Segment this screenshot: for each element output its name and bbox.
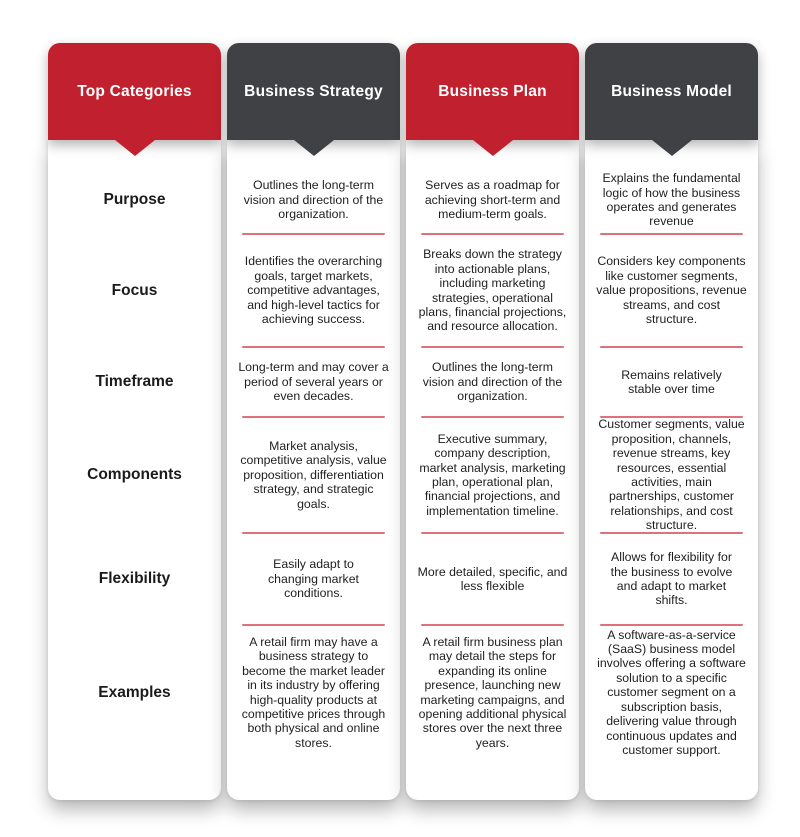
cell-strategy-timeframe — [227, 347, 400, 417]
cell-text: Long-term and may cover a period of several years or even decades. — [238, 360, 389, 404]
row-label-text: Timeframe — [95, 373, 174, 390]
cell-model-flexibility — [585, 533, 758, 625]
cell-text: Executive summary, company description, market analysis, marketing plan, operational plan, financial projections, and implementation timeline. — [419, 431, 566, 518]
column-header-business-model — [585, 43, 758, 140]
cell-text: Breaks down the strategy into actionable plans, including marketing strategies, operational plans, financial projections, and resource allocation. — [418, 247, 567, 334]
cell-model-focus — [585, 234, 758, 347]
cell-text: Allows for flexibility for the business to evolve and adapt to market shifts. — [610, 550, 733, 608]
comparison-table — [48, 43, 758, 800]
cell-text: Considers key components like customer segments, value propositions, revenue streams, and cost structure. — [596, 254, 747, 327]
header-pointer-icon — [294, 140, 334, 156]
header-pointer-icon — [115, 140, 155, 156]
column-business-model — [585, 43, 758, 800]
column-title: Business Strategy — [244, 82, 383, 100]
row-label-timeframe — [48, 347, 221, 417]
header-pointer-icon — [652, 140, 692, 156]
column-title: Business Model — [611, 82, 732, 100]
cell-text: Identifies the overarching goals, target markets, competitive advantages, and high-level tactics for achieving success. — [244, 254, 383, 327]
column-title: Top Categories — [77, 82, 192, 100]
column-top-categories — [48, 43, 221, 800]
cell-strategy-components — [227, 417, 400, 533]
row-label-text: Purpose — [103, 191, 166, 208]
cell-plan-examples — [406, 625, 579, 800]
cell-plan-flexibility — [406, 533, 579, 625]
cell-plan-components — [406, 417, 579, 533]
row-label-examples — [48, 625, 221, 800]
cell-strategy-focus — [227, 234, 400, 347]
column-body-business-strategy — [227, 140, 400, 800]
cell-plan-timeframe — [406, 347, 579, 417]
row-label-flexibility — [48, 533, 221, 625]
cell-text: Customer segments, value proposition, channels, revenue streams, key resources, essential activities, main partnerships, customer relationships, and cost structure. — [598, 417, 745, 533]
column-title: Business Plan — [438, 82, 547, 100]
cell-model-components — [585, 417, 758, 533]
row-label-components — [48, 417, 221, 533]
column-header-business-strategy — [227, 43, 400, 140]
cell-text: More detailed, specific, and less flexible — [417, 564, 568, 593]
column-header-top-categories — [48, 43, 221, 140]
cell-text: Explains the fundamental logic of how the business operates and generates revenue — [602, 171, 741, 229]
row-label-text: Flexibility — [98, 570, 171, 587]
row-label-focus — [48, 234, 221, 347]
cell-text: A retail firm business plan may detail the steps for expanding its online presence, launching new marketing campaigns, and opening additional physical stores over the next three years. — [418, 634, 567, 750]
column-header-business-plan — [406, 43, 579, 140]
cell-text: Market analysis, competitive analysis, value proposition, differentiation strategy, and strategic goals. — [240, 438, 387, 511]
cell-strategy-examples — [227, 625, 400, 800]
cell-text: Easily adapt to changing market conditions. — [268, 557, 359, 601]
cell-model-timeframe — [585, 347, 758, 417]
cell-model-examples — [585, 625, 758, 800]
row-label-text: Examples — [98, 683, 171, 701]
cell-plan-focus — [406, 234, 579, 347]
row-label-text: Focus — [111, 281, 158, 299]
cell-text: Remains relatively stable over time — [621, 367, 722, 396]
column-business-plan — [406, 43, 579, 800]
cell-text: A retail firm may have a business strategy to become the market leader in its industry by offering high-quality products at competitive prices through both physical and online stores. — [241, 634, 386, 750]
column-body-business-model — [585, 140, 758, 800]
cell-strategy-flexibility — [227, 533, 400, 625]
header-pointer-icon — [473, 140, 513, 156]
cell-text: Serves as a roadmap for achieving short-term and medium-term goals. — [424, 178, 561, 222]
cell-text: Outlines the long-term vision and direction of the organization. — [422, 360, 563, 404]
column-body-top-categories — [48, 140, 221, 800]
row-label-text: Components — [87, 466, 182, 483]
column-business-strategy — [227, 43, 400, 800]
column-body-business-plan — [406, 140, 579, 800]
cell-text: A software-as-a-service (SaaS) business model involves offering a software solution to a specific customer segment on a subscription basis, delivering value through continuous updates and customer support. — [597, 627, 746, 757]
cell-text: Outlines the long-term vision and direction of the organization. — [243, 178, 384, 222]
